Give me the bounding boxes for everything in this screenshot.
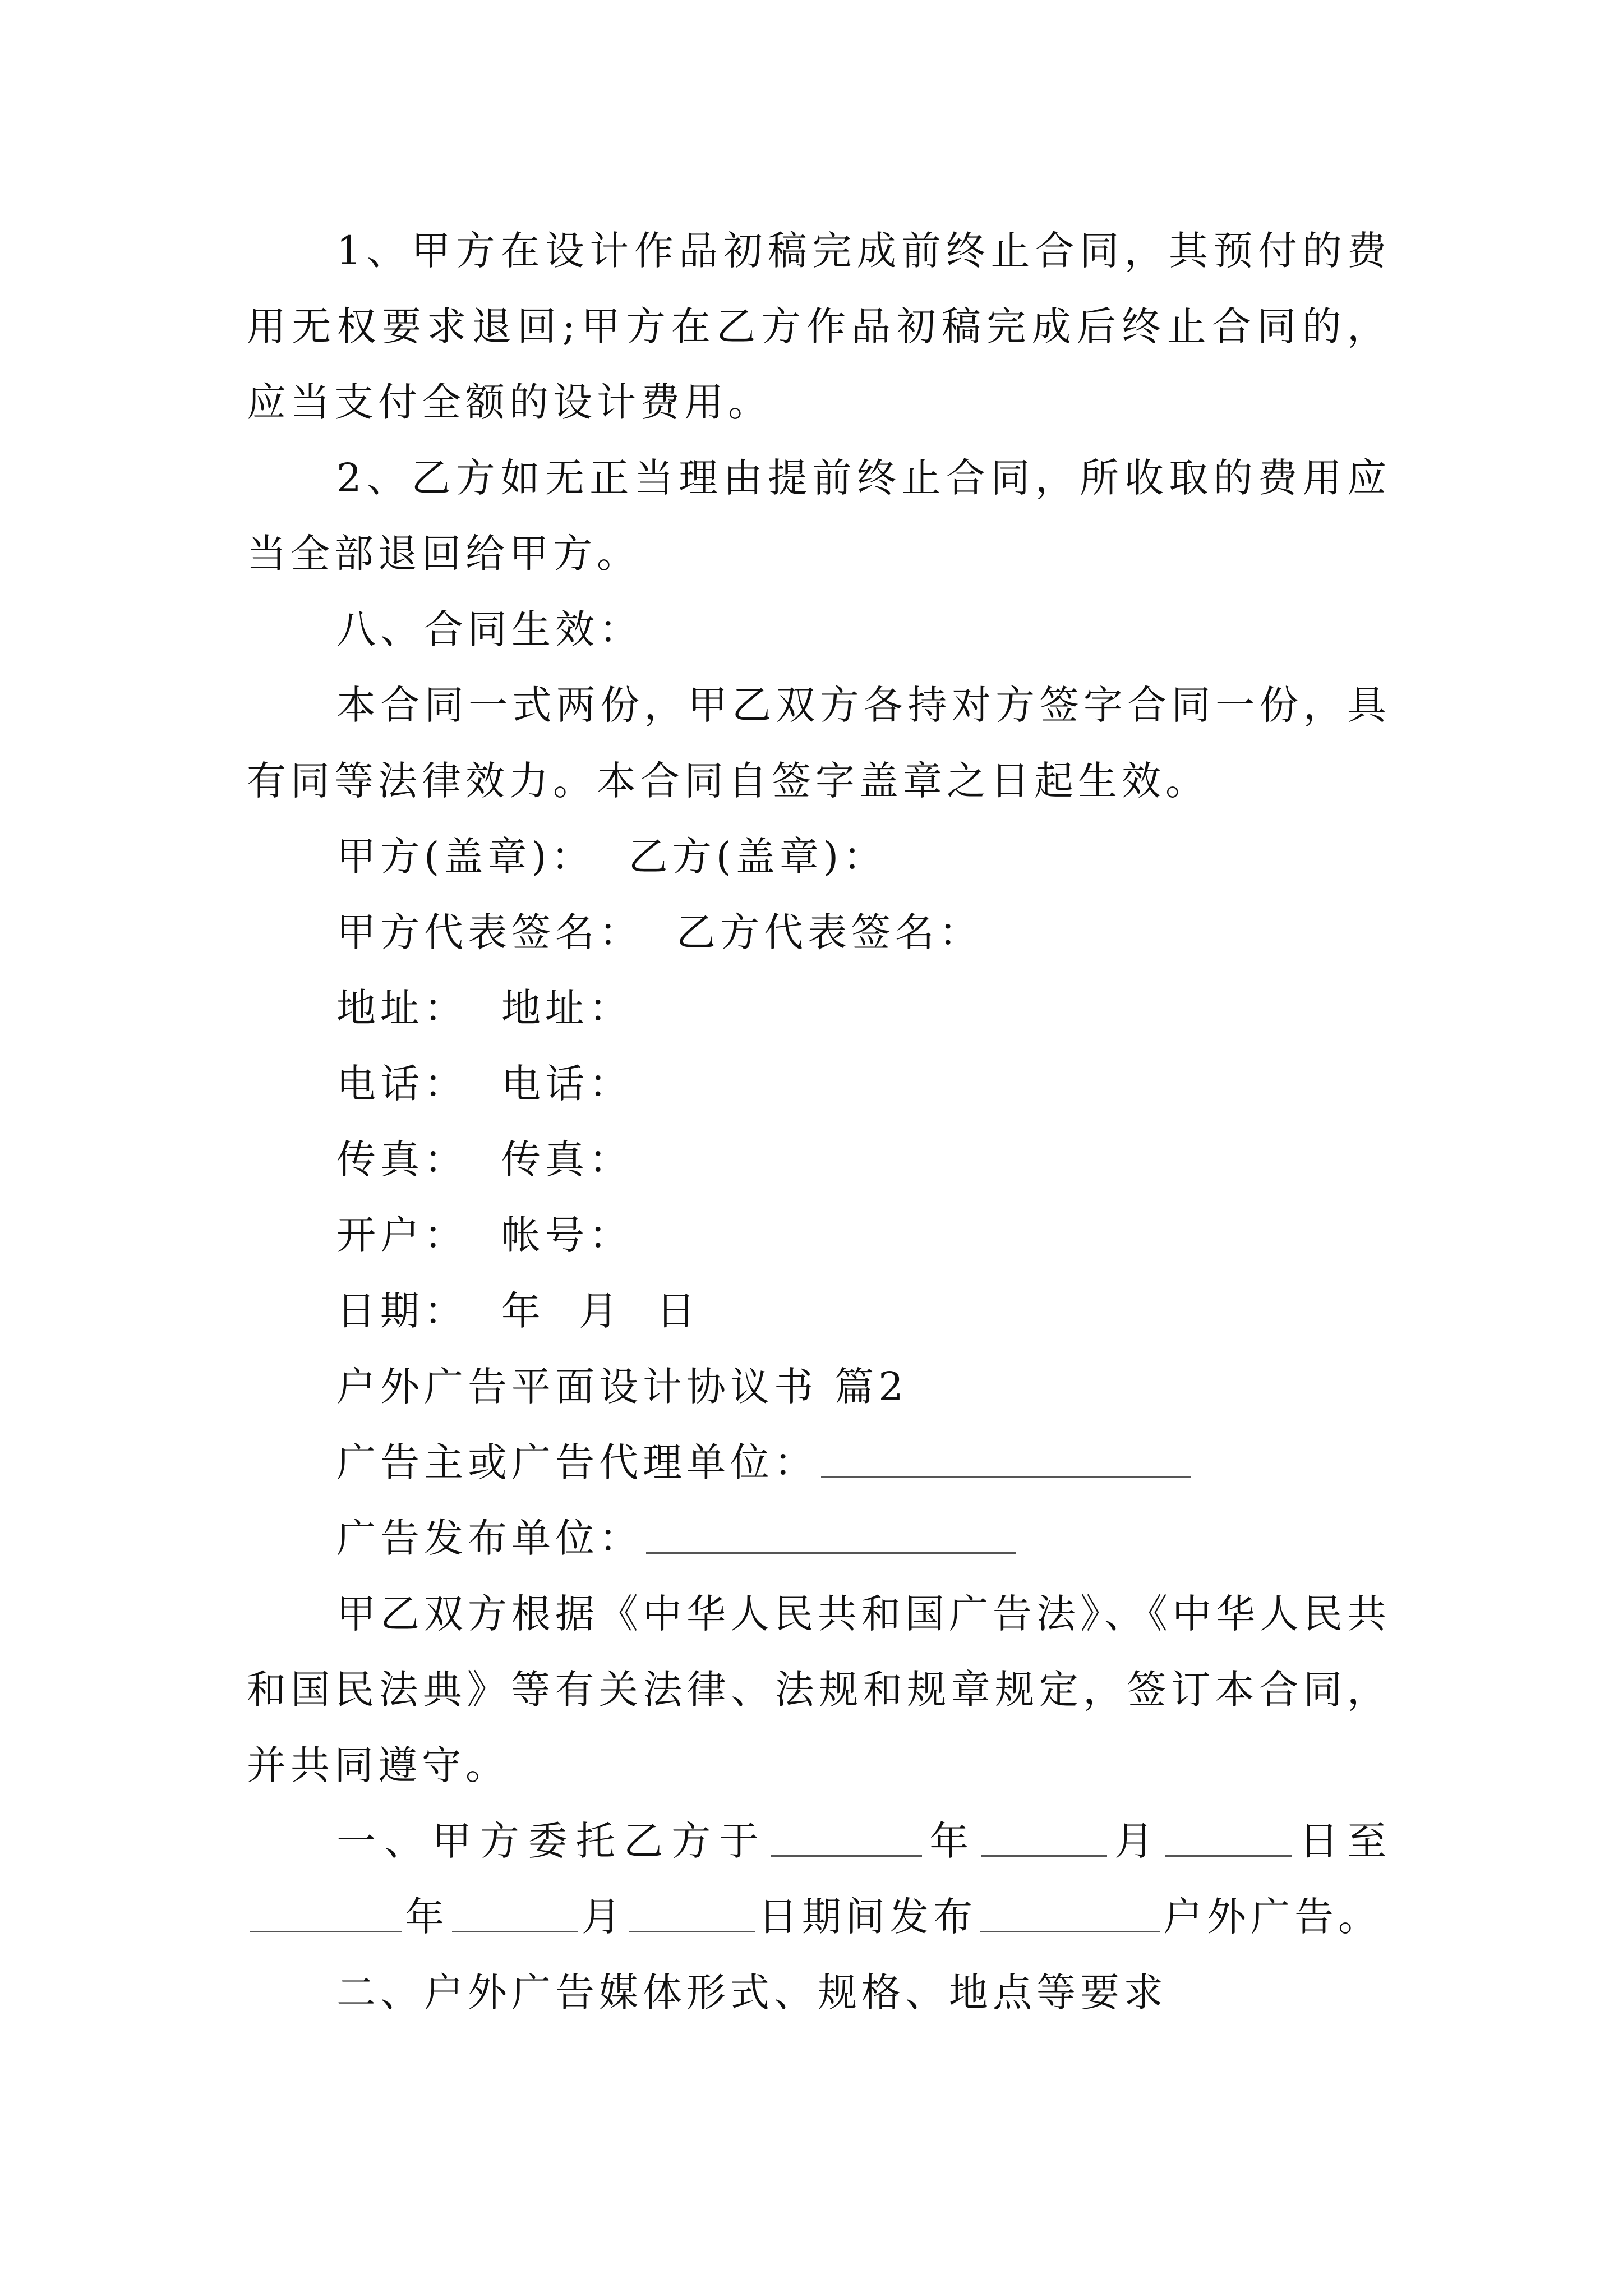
advertiser-line: [247, 1425, 1391, 1501]
representative-line: [247, 895, 1391, 970]
address-label-a: 地址：: [336, 985, 468, 1031]
effect-heading: 八、合同生效：: [336, 606, 643, 652]
start-year-blank: [771, 1816, 922, 1857]
publisher-label: 广告发布单位：: [336, 1515, 643, 1561]
termination-clause-1: 1、甲方在设计作品初稿完成前终止合同，其预付的费用无权要求退回;甲方在乙方作品初稿完成后终止合同的，应当支付全额的设计费用。: [247, 228, 1391, 425]
address-line: [247, 970, 1391, 1046]
fax-label-b: 传真：: [501, 1137, 633, 1182]
ad-content-blank: [980, 1892, 1160, 1932]
end-day-blank: [629, 1892, 755, 1932]
bank-label-a: 开户：: [336, 1212, 468, 1258]
item1-lead: 一、甲方委托乙方于: [336, 1818, 767, 1864]
seal-label-b: 乙方(盖章)：: [628, 834, 887, 880]
preamble: 甲乙双方根据《中华人民共和国广告法》、《中华人民共和国民法典》等有关法律、法规和规章规定，签订本合同，并共同遵守。: [247, 1591, 1391, 1788]
bank-line: [247, 1198, 1391, 1273]
item-1: [247, 1803, 1391, 1955]
item1-year: 年: [925, 1818, 978, 1864]
item1-year2: 年: [405, 1894, 449, 1940]
publisher-blank: [646, 1513, 1016, 1554]
termination-clause-2: 2、乙方如无正当理由提前终止合同，所收取的费用应当全部退回给甲方。: [247, 455, 1391, 577]
rep-label-a: 甲方代表签名：: [336, 909, 643, 955]
start-month-blank: [981, 1816, 1107, 1857]
date-year: 年: [501, 1288, 545, 1334]
seal-label-a: 甲方(盖章)：: [336, 834, 595, 880]
date-label: 日期：: [336, 1288, 468, 1334]
advertiser-blank: [821, 1437, 1191, 1478]
address-label-b: 地址：: [501, 985, 633, 1031]
account-label-b: 帐号：: [501, 1212, 633, 1258]
item1-month: 月: [1110, 1818, 1163, 1864]
phone-label-b: 电话：: [501, 1061, 633, 1107]
date-line: [247, 1273, 1391, 1349]
end-month-blank: [452, 1892, 578, 1932]
end-year-blank: [250, 1892, 402, 1932]
start-day-blank: [1165, 1816, 1292, 1857]
phone-label-a: 电话：: [336, 1061, 468, 1107]
date-day: 日: [656, 1288, 700, 1334]
section-title: 户外广告平面设计协议书 篇2: [336, 1364, 908, 1410]
item1-tail: 户外广告。: [1163, 1894, 1382, 1940]
date-month: 月: [579, 1288, 623, 1334]
phone-line: [247, 1046, 1391, 1122]
fax-line: [247, 1122, 1391, 1198]
effect-body: 本合同一式两份，甲乙双方各持对方签字合同一份，具有同等法律效力。本合同自签字盖章之日起生效。: [247, 682, 1391, 804]
publisher-line: [247, 1501, 1391, 1576]
document-page: [247, 213, 1391, 2031]
rep-label-b: 乙方代表签名：: [676, 909, 983, 955]
item1-day-to: 日至: [1295, 1818, 1391, 1864]
fax-label-a: 传真：: [336, 1137, 468, 1182]
item-2: 二、户外广告媒体形式、规格、地点等要求: [336, 1970, 1168, 2016]
seal-line: [247, 819, 1391, 895]
item1-month2: 月: [582, 1894, 625, 1940]
item1-period: 日期间发布: [758, 1894, 977, 1940]
advertiser-label: 广告主或广告代理单位：: [336, 1439, 818, 1485]
